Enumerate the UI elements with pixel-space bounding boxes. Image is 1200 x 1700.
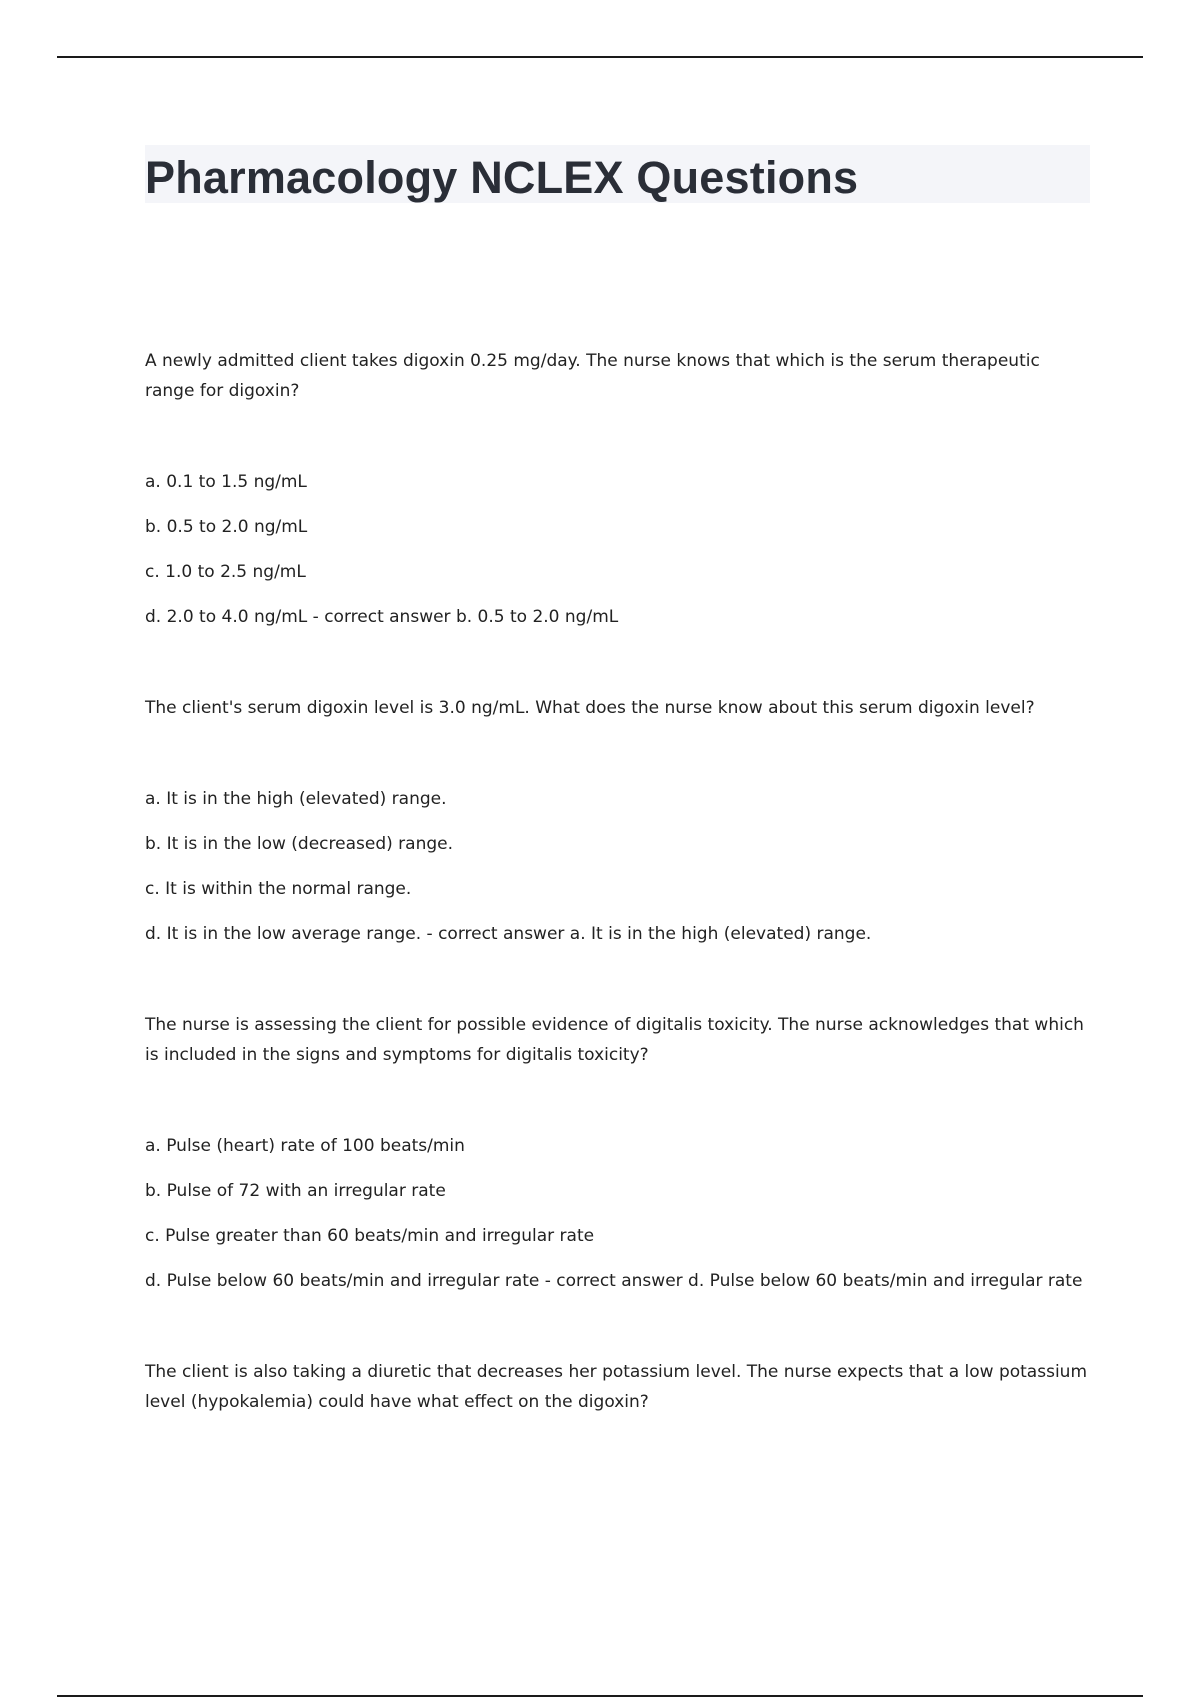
answer-option: c. It is within the normal range. xyxy=(145,879,412,899)
question-block xyxy=(145,693,1090,949)
question-block xyxy=(145,1357,1090,1417)
question-block xyxy=(145,346,1090,632)
answer-options xyxy=(145,467,1090,632)
answer-options xyxy=(145,1131,1090,1296)
answer-option: c. 1.0 to 2.5 ng/mL xyxy=(145,562,306,582)
answer-option: a. Pulse (heart) rate of 100 beats/min xyxy=(145,1136,465,1156)
title-band xyxy=(145,145,1090,203)
question-text: The client's serum digoxin level is 3.0 ng/mL. What does the nurse know about this serum digoxin level? xyxy=(145,698,1035,718)
answer-option-with-correct-answer: d. Pulse below 60 beats/min and irregular rate - correct answer d. Pulse below 60 beats/min and irregular rate xyxy=(145,1271,1083,1291)
document-body xyxy=(145,145,1090,1417)
answer-option: a. 0.1 to 1.5 ng/mL xyxy=(145,472,307,492)
answer-option: b. Pulse of 72 with an irregular rate xyxy=(145,1181,446,1201)
answer-option: a. It is in the high (elevated) range. xyxy=(145,789,447,809)
top-rule xyxy=(57,56,1143,58)
answer-option-with-correct-answer: d. It is in the low average range. - correct answer a. It is in the high (elevated) range. xyxy=(145,924,872,944)
answer-option-with-correct-answer: d. 2.0 to 4.0 ng/mL - correct answer b. 0.5 to 2.0 ng/mL xyxy=(145,607,619,627)
bottom-rule xyxy=(57,1695,1143,1697)
answer-option: b. 0.5 to 2.0 ng/mL xyxy=(145,517,308,537)
answer-option: c. Pulse greater than 60 beats/min and irregular rate xyxy=(145,1226,595,1246)
page-title: Pharmacology NCLEX Questions xyxy=(145,151,859,203)
question-block xyxy=(145,1010,1090,1296)
answer-options xyxy=(145,784,1090,949)
question-text: A newly admitted client takes digoxin 0.25 mg/day. The nurse knows that which is the serum therapeutic range for digoxin? xyxy=(145,351,1040,401)
question-text: The nurse is assessing the client for possible evidence of digitalis toxicity. The nurse acknowledges that which is included in the signs and symptoms for digitalis toxicity? xyxy=(145,1015,1084,1065)
answer-option: b. It is in the low (decreased) range. xyxy=(145,834,454,854)
question-text: The client is also taking a diuretic that decreases her potassium level. The nurse expects that a low potassium level (hypokalemia) could have what effect on the digoxin? xyxy=(145,1362,1087,1412)
